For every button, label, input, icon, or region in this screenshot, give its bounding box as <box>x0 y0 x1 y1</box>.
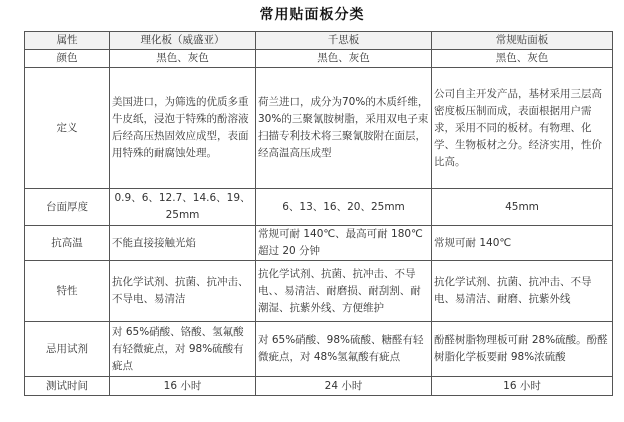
table-cell: 黑色、灰色 <box>256 50 432 68</box>
table-row-avoided-reagents <box>25 322 613 377</box>
table-cell: 抗化学试剂、抗菌、抗冲击、不导电、易清洁 <box>110 261 256 322</box>
table-cell: 45mm <box>432 189 613 226</box>
table-cell: 酚醛树脂物理板可耐 28%硫酸。酚醛树脂化学板要耐 98%浓硫酸 <box>432 322 613 377</box>
table-cell: 公司自主开发产品，基材采用三层高密度板压制而成，表面根据用户需求，采用不同的板材。有物理、化学、生物板材之分。经济实用，性价比高。 <box>432 68 613 189</box>
table-cell: 0.9、6、12.7、14.6、19、25mm <box>110 189 256 226</box>
page-title: 常用贴面板分类 <box>259 7 365 23</box>
table-row-color <box>25 50 613 68</box>
table-cell: 黑色、灰色 <box>110 50 256 68</box>
table-cell: 常规可耐 140℃ <box>432 226 613 261</box>
table-cell: 不能直接接触光焰 <box>110 226 256 261</box>
table-cell: 对 65%硝酸、98%硫酸、糖醛有轻微疵点，对 48%氢氟酸有疵点 <box>256 322 432 377</box>
row-label: 定义 <box>25 68 110 189</box>
row-label: 台面厚度 <box>25 189 110 226</box>
row-label: 特性 <box>25 261 110 322</box>
header-attribute: 属性 <box>25 32 110 50</box>
table-cell: 6、13、16、20、25mm <box>256 189 432 226</box>
table-row-thickness <box>25 189 613 226</box>
table-cell: 黑色、灰色 <box>432 50 613 68</box>
table-header-row <box>25 32 613 50</box>
table-cell: 16 小时 <box>432 377 613 396</box>
table-cell: 16 小时 <box>110 377 256 396</box>
row-label: 忌用试剂 <box>25 322 110 377</box>
header-lihua-board: 理化板（威盛亚） <box>110 32 256 50</box>
row-label: 抗高温 <box>25 226 110 261</box>
row-label: 颜色 <box>25 50 110 68</box>
table-cell: 抗化学试剂、抗菌、抗冲击、不导电、易清洁、耐磨、抗紫外线 <box>432 261 613 322</box>
table-row-heat-resistance <box>25 226 613 261</box>
table-cell: 对 65%硝酸、铬酸、氢氟酸有轻微疵点，对 98%硫酸有疵点 <box>110 322 256 377</box>
table-cell: 24 小时 <box>256 377 432 396</box>
table-cell: 荷兰进口，成分为70%的木质纤维，30%的三聚氰胺树脂，采用双电子束扫描专利技术将三聚氰胺附在面层，经高温高压成型 <box>256 68 432 189</box>
table-row-features <box>25 261 613 322</box>
table-cell: 美国进口，为筛选的优质多重牛皮纸，浸泡于特殊的酚溶液后经高压热固效应成型，表面用特殊的耐腐蚀处理。 <box>110 68 256 189</box>
table-row-definition <box>25 68 613 189</box>
table-row-test-time <box>25 377 613 396</box>
header-regular-board: 常规贴面板 <box>432 32 613 50</box>
panel-comparison-table <box>24 31 613 396</box>
table-cell: 常规可耐 140℃、最高可耐 180℃超过 20 分钟 <box>256 226 432 261</box>
table-cell: 抗化学试剂、抗菌、抗冲击、不导电、、易清洁、耐磨损、耐刮割、耐潮湿、抗紫外线、方便维护 <box>256 261 432 322</box>
row-label: 测试时间 <box>25 377 110 396</box>
header-qiansi-board: 千思板 <box>256 32 432 50</box>
